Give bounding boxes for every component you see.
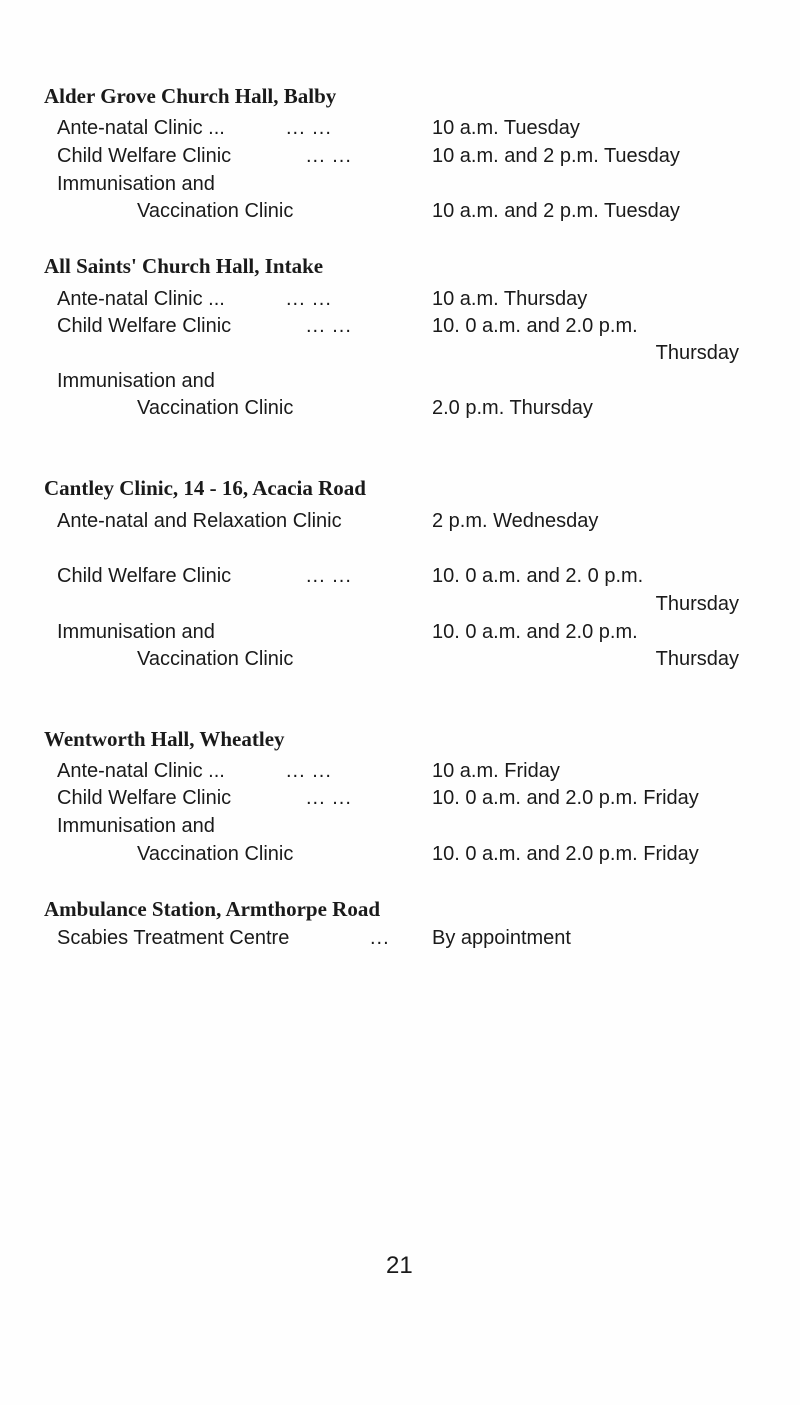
row-label: Child Welfare Clinic [57,565,232,587]
row-label: Scabies Treatment Centre [57,927,290,949]
page-number: 21 [386,1252,413,1279]
section-heading: Alder Grove Church Hall, Balby [44,84,337,108]
row-value: 10. 0 a.m. and 2.0 p.m. Friday [432,787,699,809]
section-heading: Wentworth Hall, Wheatley [44,727,285,751]
row-value: 10 a.m. Tuesday [432,117,580,139]
row-value: 10. 0 a.m. and 2.0 p.m. [432,621,638,643]
leader-dots: ... ... [306,787,352,809]
row-label: Immunisation and [57,815,215,837]
row-label-continued: Vaccination Clinic [137,397,294,419]
section-heading: All Saints' Church Hall, Intake [44,254,324,278]
section-heading: Cantley Clinic, 14 - 16, Acacia Road [44,476,366,500]
row-label: Immunisation and [57,621,215,643]
row-value-continued: Thursday [655,593,739,615]
row-value: 2 p.m. Wednesday [432,510,599,532]
row-value-continued: Thursday [655,342,739,364]
row-value: 10 a.m. and 2 p.m. Tuesday [432,145,680,167]
row-label: Immunisation and [57,370,215,392]
section-heading: Ambulance Station, Armthorpe Road [44,897,381,921]
leader-dots: ... ... [286,117,332,139]
row-label: Ante-natal Clinic ... [57,760,225,782]
row-value-continued: Thursday [655,648,739,670]
row-value: 2.0 p.m. Thursday [432,397,593,419]
row-label: Child Welfare Clinic [57,145,232,167]
leader-dots: ... ... [306,565,352,587]
row-value: 10. 0 a.m. and 2. 0 p.m. [432,565,644,587]
leader-dots: ... ... [306,145,352,167]
row-value: 10 a.m. Thursday [432,288,588,310]
row-value: 10 a.m. Friday [432,760,560,782]
row-value: 10. 0 a.m. and 2.0 p.m. [432,315,638,337]
row-label: Ante-natal and Relaxation Clinic [57,510,342,532]
row-label-continued: Vaccination Clinic [137,200,294,222]
row-label-continued: Vaccination Clinic [137,648,294,670]
leader-dots: ... ... [286,288,332,310]
row-label: Child Welfare Clinic [57,315,232,337]
leader-dots: ... ... [286,760,332,782]
leader-dots: ... [370,927,390,949]
row-label: Ante-natal Clinic ... [57,117,225,139]
row-value: 10. 0 a.m. and 2.0 p.m. Friday [432,843,699,865]
leader-dots: ... ... [306,315,352,337]
row-label: Child Welfare Clinic [57,787,232,809]
row-value: 10 a.m. and 2 p.m. Tuesday [432,200,680,222]
row-label-continued: Vaccination Clinic [137,843,294,865]
row-label: Immunisation and [57,173,215,195]
row-value: By appointment [432,927,571,949]
row-label: Ante-natal Clinic ... [57,288,225,310]
